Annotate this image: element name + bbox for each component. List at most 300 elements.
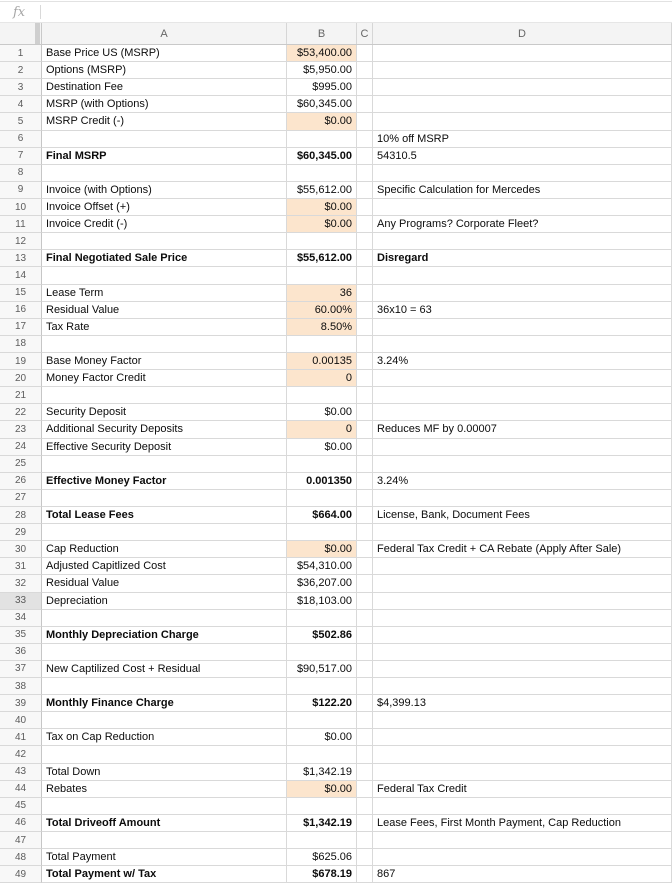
cell-column-b[interactable]: 60.00% xyxy=(287,302,357,319)
cell-column-c[interactable] xyxy=(357,541,373,558)
cell-column-d[interactable]: $4,399.13 xyxy=(373,695,672,712)
cell-column-c[interactable] xyxy=(357,62,373,79)
cell-column-b[interactable]: $36,207.00 xyxy=(287,575,357,592)
cell-column-a[interactable]: Residual Value xyxy=(42,302,287,319)
column-header-b[interactable]: B xyxy=(287,23,357,44)
cell-column-b[interactable] xyxy=(287,267,357,284)
cell-column-a[interactable]: Effective Security Deposit xyxy=(42,439,287,456)
row-header[interactable]: 8 xyxy=(0,165,42,182)
select-all-corner[interactable] xyxy=(0,23,42,44)
table-row xyxy=(0,113,672,130)
cell-column-c[interactable] xyxy=(357,79,373,96)
cell-column-b[interactable]: $0.00 xyxy=(287,541,357,558)
row-header[interactable]: 4 xyxy=(0,96,42,113)
table-row xyxy=(0,661,672,678)
row-header[interactable]: 9 xyxy=(0,182,42,199)
row-header[interactable]: 32 xyxy=(0,575,42,592)
cell-column-c[interactable] xyxy=(357,302,373,319)
cell-column-a[interactable]: Destination Fee xyxy=(42,79,287,96)
cell-column-a[interactable]: Additional Security Deposits xyxy=(42,421,287,438)
cell-column-b[interactable] xyxy=(287,712,357,729)
cell-column-d[interactable] xyxy=(373,370,672,387)
table-row xyxy=(0,302,672,319)
cell-column-c[interactable] xyxy=(357,781,373,798)
cell-column-c[interactable] xyxy=(357,798,373,815)
cell-column-a[interactable]: Monthly Depreciation Charge xyxy=(42,627,287,644)
cell-column-d[interactable] xyxy=(373,199,672,216)
row-header[interactable]: 7 xyxy=(0,148,42,165)
cell-column-c[interactable] xyxy=(357,593,373,610)
cell-column-a[interactable] xyxy=(42,832,287,849)
column-header-d[interactable]: D xyxy=(373,23,672,44)
table-row xyxy=(0,96,672,113)
cell-column-c[interactable] xyxy=(357,473,373,490)
cell-column-b[interactable]: $5,950.00 xyxy=(287,62,357,79)
cell-column-a[interactable]: Money Factor Credit xyxy=(42,370,287,387)
cell-column-a[interactable]: Total Lease Fees xyxy=(42,507,287,524)
cell-column-d[interactable] xyxy=(373,661,672,678)
cell-column-c[interactable] xyxy=(357,764,373,781)
cell-column-b[interactable]: 8.50% xyxy=(287,319,357,336)
cell-column-a[interactable] xyxy=(42,678,287,695)
cell-column-d[interactable] xyxy=(373,45,672,62)
table-row xyxy=(0,849,672,866)
cell-column-d[interactable]: 36x10 = 63 xyxy=(373,302,672,319)
table-row xyxy=(0,866,672,883)
cell-column-c[interactable] xyxy=(357,815,373,832)
table-row xyxy=(0,216,672,233)
table-row xyxy=(0,267,672,284)
cell-column-d[interactable] xyxy=(373,319,672,336)
table-row xyxy=(0,62,672,79)
row-header[interactable]: 48 xyxy=(0,849,42,866)
row-header[interactable]: 36 xyxy=(0,644,42,661)
row-header[interactable]: 35 xyxy=(0,627,42,644)
cell-column-c[interactable] xyxy=(357,849,373,866)
row-header[interactable]: 33 xyxy=(0,593,42,610)
cell-column-d[interactable] xyxy=(373,456,672,473)
cell-column-b[interactable] xyxy=(287,524,357,541)
cell-column-d[interactable] xyxy=(373,439,672,456)
cell-column-a[interactable]: Adjusted Capitlized Cost xyxy=(42,558,287,575)
cell-column-a[interactable]: Total Driveoff Amount xyxy=(42,815,287,832)
cell-column-d[interactable] xyxy=(373,79,672,96)
cell-column-c[interactable] xyxy=(357,267,373,284)
cell-column-c[interactable] xyxy=(357,250,373,267)
cell-column-d[interactable] xyxy=(373,746,672,763)
cell-column-b[interactable]: $90,517.00 xyxy=(287,661,357,678)
cell-column-a[interactable]: MSRP (with Options) xyxy=(42,96,287,113)
cell-column-c[interactable] xyxy=(357,45,373,62)
cell-column-b[interactable]: $0.00 xyxy=(287,113,357,130)
cell-column-b[interactable]: $0.00 xyxy=(287,781,357,798)
cell-column-a[interactable]: Options (MSRP) xyxy=(42,62,287,79)
cell-column-c[interactable] xyxy=(357,746,373,763)
table-row xyxy=(0,815,672,832)
cell-column-b[interactable]: $664.00 xyxy=(287,507,357,524)
row-header[interactable]: 11 xyxy=(0,216,42,233)
cell-column-a[interactable]: Total Payment w/ Tax xyxy=(42,866,287,883)
cell-column-c[interactable] xyxy=(357,661,373,678)
cell-column-c[interactable] xyxy=(357,524,373,541)
row-header[interactable]: 12 xyxy=(0,233,42,250)
table-row xyxy=(0,712,672,729)
cell-column-b[interactable] xyxy=(287,456,357,473)
row-header[interactable]: 24 xyxy=(0,439,42,456)
cell-column-d[interactable] xyxy=(373,575,672,592)
row-header[interactable]: 20 xyxy=(0,370,42,387)
cell-column-d[interactable] xyxy=(373,644,672,661)
cell-column-d[interactable] xyxy=(373,832,672,849)
cell-column-c[interactable] xyxy=(357,336,373,353)
column-header-c[interactable]: C xyxy=(357,23,373,44)
cell-column-d[interactable] xyxy=(373,558,672,575)
cell-column-c[interactable] xyxy=(357,644,373,661)
cell-column-b[interactable]: $18,103.00 xyxy=(287,593,357,610)
cell-column-d[interactable]: License, Bank, Document Fees xyxy=(373,507,672,524)
cell-column-d[interactable] xyxy=(373,113,672,130)
cell-column-b[interactable]: $60,345.00 xyxy=(287,148,357,165)
cell-column-a[interactable]: Invoice Offset (+) xyxy=(42,199,287,216)
cell-column-d[interactable] xyxy=(373,490,672,507)
cell-column-a[interactable]: Cap Reduction xyxy=(42,541,287,558)
row-header[interactable]: 43 xyxy=(0,764,42,781)
cell-column-c[interactable] xyxy=(357,729,373,746)
cell-column-a[interactable]: New Captilized Cost + Residual xyxy=(42,661,287,678)
cell-column-c[interactable] xyxy=(357,113,373,130)
cell-column-d[interactable] xyxy=(373,285,672,302)
cell-column-d[interactable]: 867 xyxy=(373,866,672,883)
cell-column-c[interactable] xyxy=(357,610,373,627)
cell-column-b[interactable] xyxy=(287,644,357,661)
cell-column-b[interactable] xyxy=(287,610,357,627)
cell-column-c[interactable] xyxy=(357,285,373,302)
cell-column-a[interactable]: Rebates xyxy=(42,781,287,798)
cell-column-c[interactable] xyxy=(357,165,373,182)
cell-column-d[interactable] xyxy=(373,764,672,781)
cell-column-c[interactable] xyxy=(357,832,373,849)
cell-column-b[interactable]: $995.00 xyxy=(287,79,357,96)
table-row xyxy=(0,678,672,695)
cell-column-b[interactable] xyxy=(287,165,357,182)
row-header[interactable]: 1 xyxy=(0,45,42,62)
cell-column-b[interactable] xyxy=(287,233,357,250)
cell-column-a[interactable] xyxy=(42,746,287,763)
row-header[interactable]: 44 xyxy=(0,781,42,798)
cell-column-d[interactable] xyxy=(373,798,672,815)
cell-column-a[interactable]: Residual Value xyxy=(42,575,287,592)
cell-column-d[interactable]: 3.24% xyxy=(373,473,672,490)
row-header[interactable]: 3 xyxy=(0,79,42,96)
cell-column-d[interactable] xyxy=(373,62,672,79)
cell-column-a[interactable]: MSRP Credit (-) xyxy=(42,113,287,130)
cell-column-c[interactable] xyxy=(357,233,373,250)
table-row xyxy=(0,165,672,182)
cell-column-d[interactable] xyxy=(373,404,672,421)
cell-column-b[interactable] xyxy=(287,387,357,404)
table-row xyxy=(0,729,672,746)
cell-column-d[interactable]: 10% off MSRP xyxy=(373,131,672,148)
cell-column-a[interactable] xyxy=(42,267,287,284)
cell-column-d[interactable] xyxy=(373,96,672,113)
cell-column-b[interactable]: $0.00 xyxy=(287,216,357,233)
formula-input[interactable] xyxy=(41,2,672,22)
row-header[interactable]: 16 xyxy=(0,302,42,319)
cell-column-c[interactable] xyxy=(357,866,373,883)
cell-column-b[interactable]: $122.20 xyxy=(287,695,357,712)
cell-column-c[interactable] xyxy=(357,507,373,524)
cell-column-c[interactable] xyxy=(357,678,373,695)
cell-column-b[interactable]: 36 xyxy=(287,285,357,302)
cell-column-a[interactable] xyxy=(42,233,287,250)
cell-column-d[interactable] xyxy=(373,610,672,627)
row-header[interactable]: 46 xyxy=(0,815,42,832)
cell-column-b[interactable]: $0.00 xyxy=(287,439,357,456)
column-header-a[interactable]: A xyxy=(42,23,287,44)
row-header[interactable]: 14 xyxy=(0,267,42,284)
cell-column-d[interactable]: 3.24% xyxy=(373,353,672,370)
row-header[interactable]: 17 xyxy=(0,319,42,336)
cell-column-d[interactable] xyxy=(373,627,672,644)
table-row xyxy=(0,456,672,473)
table-row xyxy=(0,439,672,456)
table-row xyxy=(0,131,672,148)
cell-column-a[interactable]: Depreciation xyxy=(42,593,287,610)
cell-column-a[interactable]: Security Deposit xyxy=(42,404,287,421)
cell-column-c[interactable] xyxy=(357,353,373,370)
table-row xyxy=(0,524,672,541)
row-header[interactable]: 15 xyxy=(0,285,42,302)
cell-column-c[interactable] xyxy=(357,319,373,336)
table-row xyxy=(0,148,672,165)
cell-column-b[interactable]: 0 xyxy=(287,421,357,438)
cell-column-b[interactable]: $53,400.00 xyxy=(287,45,357,62)
table-row xyxy=(0,319,672,336)
cell-column-c[interactable] xyxy=(357,558,373,575)
row-header[interactable]: 22 xyxy=(0,404,42,421)
cell-column-a[interactable]: Total Payment xyxy=(42,849,287,866)
cell-column-a[interactable] xyxy=(42,712,287,729)
row-header[interactable]: 45 xyxy=(0,798,42,815)
row-header[interactable]: 31 xyxy=(0,558,42,575)
cell-column-d[interactable] xyxy=(373,233,672,250)
cell-column-d[interactable] xyxy=(373,712,672,729)
cell-column-b[interactable]: $55,612.00 xyxy=(287,250,357,267)
row-header[interactable]: 42 xyxy=(0,746,42,763)
cell-column-c[interactable] xyxy=(357,387,373,404)
cell-column-d[interactable] xyxy=(373,678,672,695)
cell-column-b[interactable] xyxy=(287,131,357,148)
table-row xyxy=(0,558,672,575)
row-header[interactable]: 5 xyxy=(0,113,42,130)
cell-column-c[interactable] xyxy=(357,148,373,165)
table-row xyxy=(0,370,672,387)
row-header[interactable]: 18 xyxy=(0,336,42,353)
cell-column-b[interactable]: $0.00 xyxy=(287,729,357,746)
cell-column-c[interactable] xyxy=(357,456,373,473)
row-header[interactable]: 28 xyxy=(0,507,42,524)
cell-column-a[interactable]: Tax on Cap Reduction xyxy=(42,729,287,746)
cell-column-c[interactable] xyxy=(357,199,373,216)
cell-column-c[interactable] xyxy=(357,216,373,233)
cell-column-d[interactable]: Federal Tax Credit + CA Rebate (Apply After Sale) xyxy=(373,541,672,558)
row-header[interactable]: 2 xyxy=(0,62,42,79)
cell-column-a[interactable] xyxy=(42,798,287,815)
corner-block xyxy=(35,23,40,44)
cell-column-a[interactable]: Total Down xyxy=(42,764,287,781)
cell-column-a[interactable]: Monthly Finance Charge xyxy=(42,695,287,712)
cell-column-d[interactable] xyxy=(373,165,672,182)
cell-column-d[interactable]: Federal Tax Credit xyxy=(373,781,672,798)
cell-column-b[interactable] xyxy=(287,798,357,815)
row-header[interactable]: 38 xyxy=(0,678,42,695)
table-row xyxy=(0,490,672,507)
row-header[interactable]: 6 xyxy=(0,131,42,148)
cell-column-b[interactable]: $54,310.00 xyxy=(287,558,357,575)
cell-column-a[interactable] xyxy=(42,165,287,182)
cell-column-b[interactable]: 0.001350 xyxy=(287,473,357,490)
table-row xyxy=(0,746,672,763)
cell-column-a[interactable] xyxy=(42,490,287,507)
row-header[interactable]: 10 xyxy=(0,199,42,216)
cell-column-c[interactable] xyxy=(357,96,373,113)
cell-column-b[interactable] xyxy=(287,746,357,763)
cell-column-c[interactable] xyxy=(357,627,373,644)
cell-column-a[interactable] xyxy=(42,336,287,353)
cell-column-d[interactable]: Reduces MF by 0.00007 xyxy=(373,421,672,438)
row-header[interactable]: 21 xyxy=(0,387,42,404)
table-row xyxy=(0,199,672,216)
table-row xyxy=(0,695,672,712)
cell-column-d[interactable] xyxy=(373,267,672,284)
cell-column-a[interactable]: Lease Term xyxy=(42,285,287,302)
cell-column-b[interactable]: $0.00 xyxy=(287,404,357,421)
cell-column-c[interactable] xyxy=(357,370,373,387)
cell-column-b[interactable]: 0.00135 xyxy=(287,353,357,370)
cell-column-d[interactable] xyxy=(373,387,672,404)
cell-column-c[interactable] xyxy=(357,421,373,438)
cell-column-a[interactable] xyxy=(42,131,287,148)
table-row xyxy=(0,250,672,267)
row-header[interactable]: 27 xyxy=(0,490,42,507)
row-header[interactable]: 25 xyxy=(0,456,42,473)
cell-column-b[interactable]: $502.86 xyxy=(287,627,357,644)
cell-column-a[interactable]: Base Price US (MSRP) xyxy=(42,45,287,62)
cell-column-b[interactable]: $1,342.19 xyxy=(287,764,357,781)
table-row xyxy=(0,182,672,199)
cell-column-c[interactable] xyxy=(357,131,373,148)
cell-column-b[interactable] xyxy=(287,336,357,353)
table-row xyxy=(0,644,672,661)
table-row xyxy=(0,541,672,558)
row-header[interactable]: 47 xyxy=(0,832,42,849)
cell-column-b[interactable]: $55,612.00 xyxy=(287,182,357,199)
cell-column-c[interactable] xyxy=(357,404,373,421)
table-row xyxy=(0,336,672,353)
cell-column-a[interactable]: Effective Money Factor xyxy=(42,473,287,490)
table-row xyxy=(0,627,672,644)
table-row xyxy=(0,45,672,62)
cell-column-a[interactable] xyxy=(42,610,287,627)
cell-column-d[interactable]: 54310.5 xyxy=(373,148,672,165)
cell-column-d[interactable] xyxy=(373,524,672,541)
cell-column-b[interactable]: $625.06 xyxy=(287,849,357,866)
row-header[interactable]: 37 xyxy=(0,661,42,678)
formula-bar xyxy=(0,2,672,23)
cell-column-b[interactable]: $0.00 xyxy=(287,199,357,216)
row-header[interactable]: 30 xyxy=(0,541,42,558)
table-row xyxy=(0,233,672,250)
cell-column-a[interactable] xyxy=(42,387,287,404)
cell-column-c[interactable] xyxy=(357,575,373,592)
table-row xyxy=(0,798,672,815)
cell-column-c[interactable] xyxy=(357,182,373,199)
cell-column-a[interactable]: Invoice (with Options) xyxy=(42,182,287,199)
table-row xyxy=(0,79,672,96)
row-header[interactable]: 49 xyxy=(0,866,42,883)
row-header[interactable]: 26 xyxy=(0,473,42,490)
cell-column-b[interactable]: 0 xyxy=(287,370,357,387)
cell-column-c[interactable] xyxy=(357,695,373,712)
cell-column-a[interactable]: Invoice Credit (-) xyxy=(42,216,287,233)
cell-column-d[interactable] xyxy=(373,849,672,866)
cell-column-c[interactable] xyxy=(357,712,373,729)
cell-column-c[interactable] xyxy=(357,490,373,507)
cell-column-b[interactable] xyxy=(287,832,357,849)
row-header[interactable]: 34 xyxy=(0,610,42,627)
cell-column-c[interactable] xyxy=(357,439,373,456)
cell-column-a[interactable]: Tax Rate xyxy=(42,319,287,336)
cell-column-d[interactable] xyxy=(373,336,672,353)
row-header[interactable]: 39 xyxy=(0,695,42,712)
cell-column-d[interactable] xyxy=(373,729,672,746)
table-row xyxy=(0,610,672,627)
fx-icon: fx xyxy=(13,4,26,20)
cell-column-a[interactable]: Base Money Factor xyxy=(42,353,287,370)
cell-column-a[interactable] xyxy=(42,524,287,541)
row-header[interactable]: 29 xyxy=(0,524,42,541)
cell-column-a[interactable] xyxy=(42,644,287,661)
cell-column-b[interactable] xyxy=(287,490,357,507)
table-row xyxy=(0,593,672,610)
table-row xyxy=(0,285,672,302)
cell-column-b[interactable]: $678.19 xyxy=(287,866,357,883)
table-row xyxy=(0,764,672,781)
cell-column-b[interactable]: $60,345.00 xyxy=(287,96,357,113)
cell-column-d[interactable]: Disregard xyxy=(373,250,672,267)
row-header[interactable]: 19 xyxy=(0,353,42,370)
row-header[interactable]: 40 xyxy=(0,712,42,729)
row-header[interactable]: 23 xyxy=(0,421,42,438)
table-row xyxy=(0,832,672,849)
cell-column-d[interactable]: Specific Calculation for Mercedes xyxy=(373,182,672,199)
cell-column-a[interactable]: Final MSRP xyxy=(42,148,287,165)
cell-column-b[interactable]: $1,342.19 xyxy=(287,815,357,832)
column-header-row xyxy=(0,23,672,45)
table-row xyxy=(0,575,672,592)
cell-column-d[interactable] xyxy=(373,593,672,610)
sheet-grid xyxy=(0,45,672,883)
row-header[interactable]: 13 xyxy=(0,250,42,267)
cell-column-a[interactable] xyxy=(42,456,287,473)
cell-column-b[interactable] xyxy=(287,678,357,695)
cell-column-a[interactable]: Final Negotiated Sale Price xyxy=(42,250,287,267)
row-header[interactable]: 41 xyxy=(0,729,42,746)
table-row xyxy=(0,387,672,404)
cell-column-d[interactable]: Any Programs? Corporate Fleet? xyxy=(373,216,672,233)
cell-column-d[interactable]: Lease Fees, First Month Payment, Cap Reduction xyxy=(373,815,672,832)
table-row xyxy=(0,507,672,524)
